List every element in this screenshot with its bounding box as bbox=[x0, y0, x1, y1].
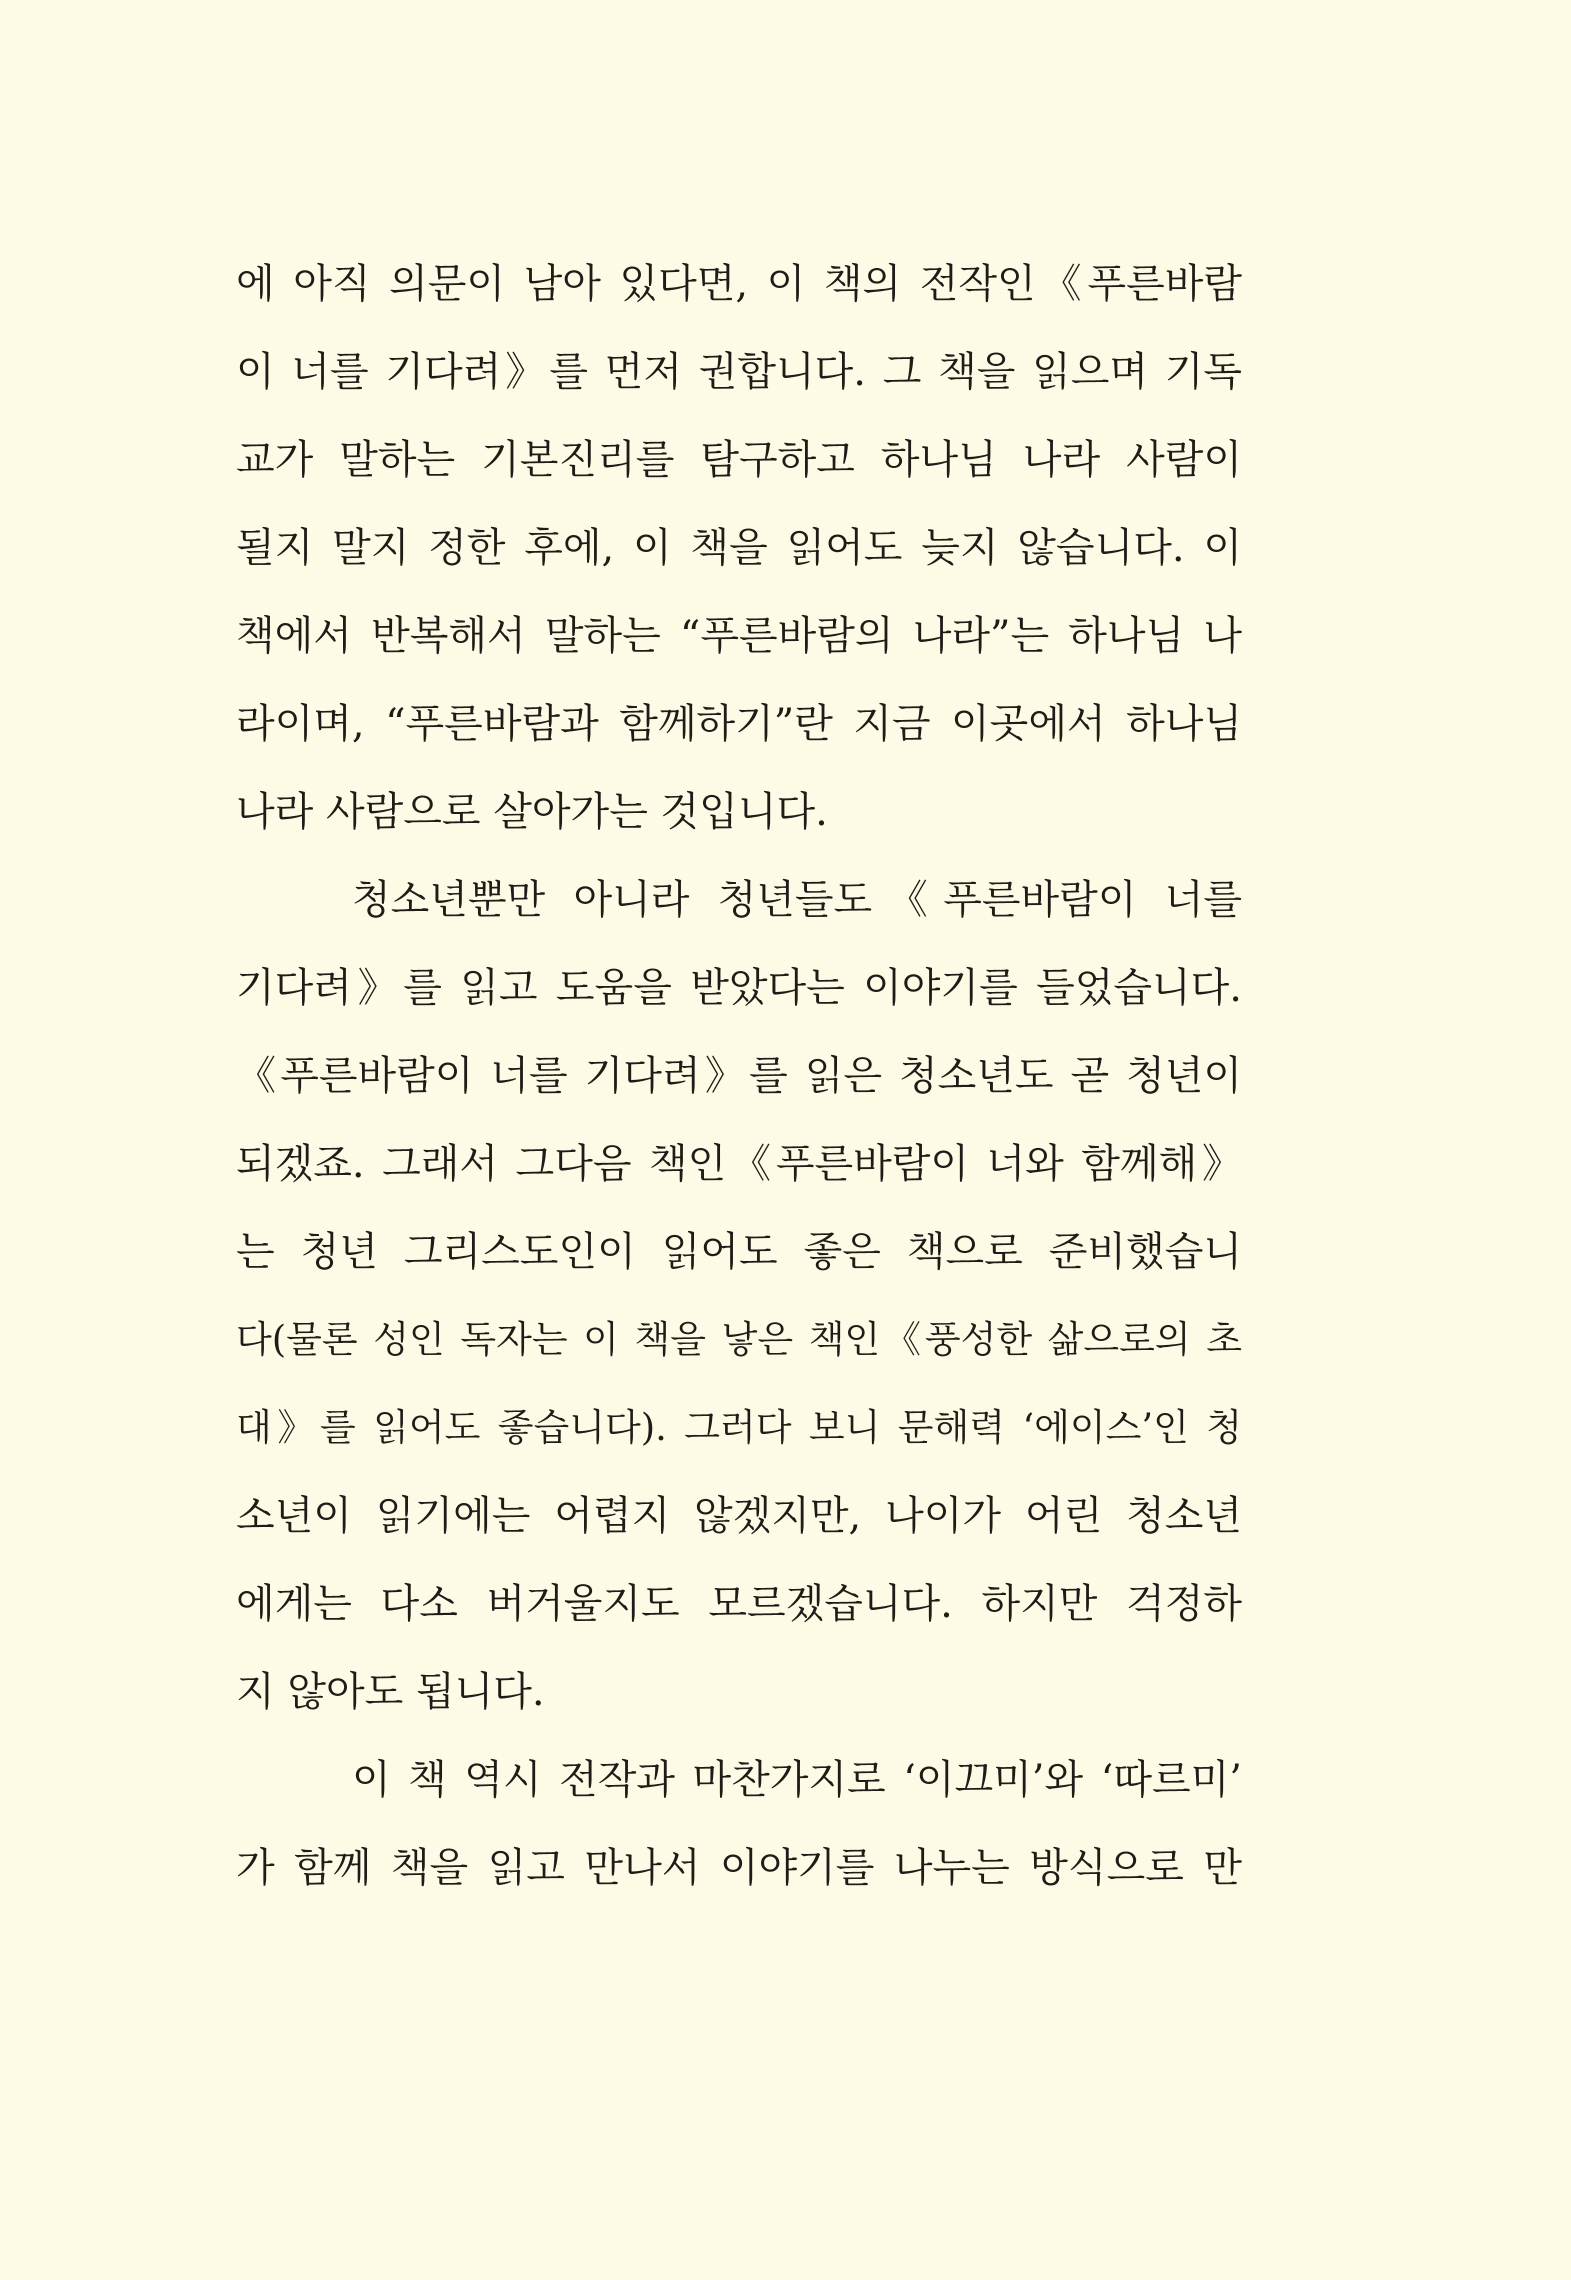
text-line: 는 청년 그리스도인이 읽어도 좋은 책으로 준비했습니 bbox=[236, 1229, 1242, 1275]
text-line: 나라 사람으로 살아가는 것입니다. bbox=[236, 789, 828, 835]
text-line: 지 않아도 됩니다. bbox=[236, 1669, 545, 1715]
body-text bbox=[236, 240, 1242, 1912]
text-line: 소년이 읽기에는 어렵지 않겠지만, 나이가 어린 청소년 bbox=[236, 1493, 1242, 1539]
text-line: 책에서 반복해서 말하는 “푸른바람의 나라”는 하나님 나 bbox=[236, 613, 1242, 659]
text-line: 에게는 다소 버거울지도 모르겠습니다. 하지만 걱정하 bbox=[236, 1581, 1242, 1627]
text-line: 라이며, “푸른바람과 함께하기”란 지금 이곳에서 하나님 bbox=[236, 701, 1242, 747]
text-line: 되겠죠. 그래서 그다음 책인《푸른바람이 너와 함께해》 bbox=[236, 1141, 1242, 1187]
text-line: 이 책 역시 전작과 마찬가지로 ‘이끄미’와 ‘따르미’ bbox=[352, 1757, 1242, 1803]
text-line: 청소년뿐만 아니라 청년들도《푸른바람이 너를 bbox=[352, 877, 1242, 923]
text-line: 교가 말하는 기본진리를 탐구하고 하나님 나라 사람이 bbox=[236, 437, 1242, 483]
text-line: 기다려》를 읽고 도움을 받았다는 이야기를 들었습니다. bbox=[236, 965, 1242, 1011]
text-line: 다(물론 성인 독자는 이 책을 낳은 책인《풍성한 삶으로의 초 bbox=[236, 1318, 1242, 1361]
text-line: 《푸른바람이 너를 기다려》를 읽은 청소년도 곧 청년이 bbox=[236, 1053, 1242, 1099]
text-line: 대》를 읽어도 좋습니다). 그러다 보니 문해력 ‘에이스’인 청 bbox=[236, 1406, 1242, 1449]
text-line: 에 아직 의문이 남아 있다면, 이 책의 전작인《푸른바람 bbox=[236, 261, 1242, 307]
text-line: 이 너를 기다려》를 먼저 권합니다. 그 책을 읽으며 기독 bbox=[236, 349, 1242, 395]
text-line: 될지 말지 정한 후에, 이 책을 읽어도 늦지 않습니다. 이 bbox=[236, 525, 1242, 571]
text-line: 가 함께 책을 읽고 만나서 이야기를 나누는 방식으로 만 bbox=[236, 1845, 1242, 1891]
